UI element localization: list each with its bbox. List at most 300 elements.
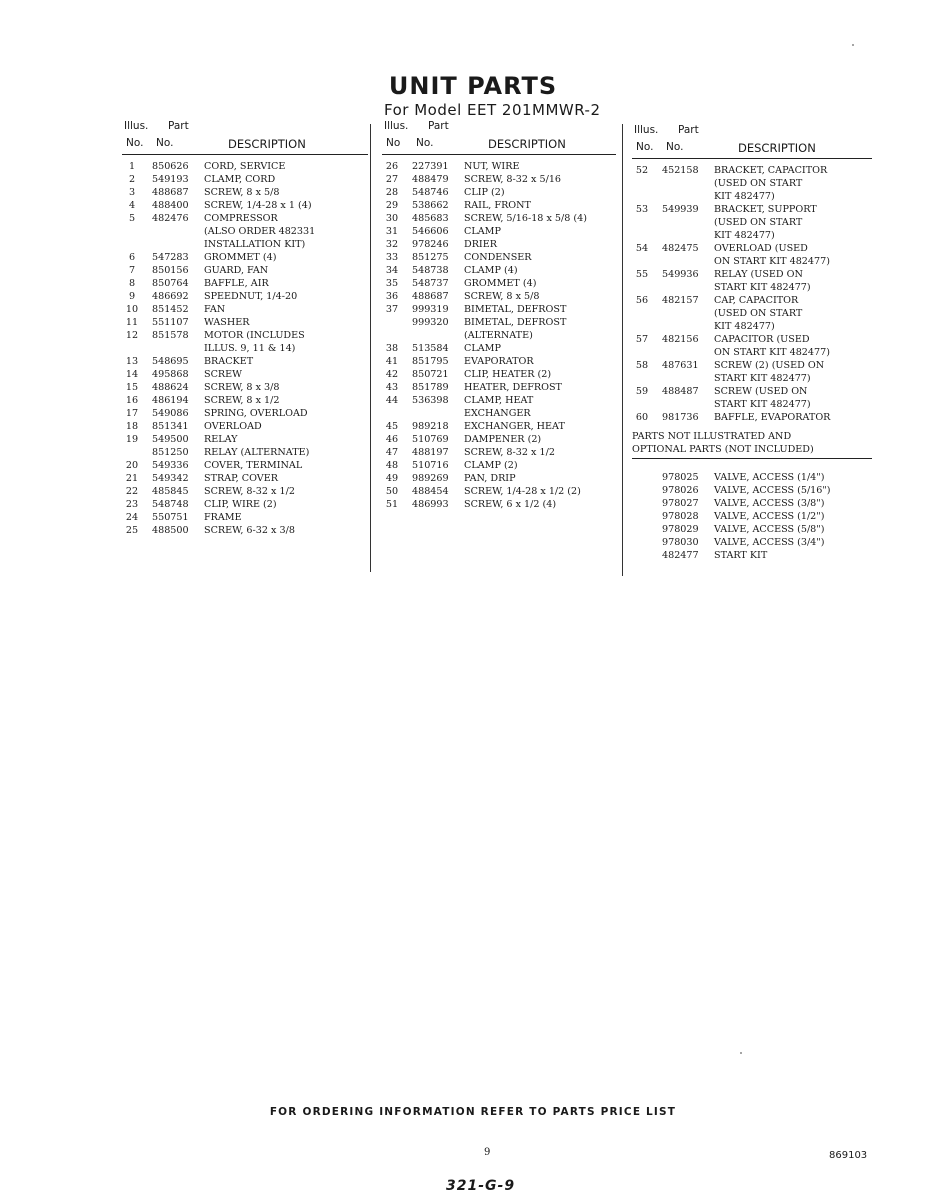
illus-number: 44 bbox=[385, 395, 399, 406]
part-row bbox=[632, 203, 872, 216]
part-row bbox=[382, 459, 616, 472]
part-description: RAIL, FRONT bbox=[464, 200, 531, 211]
part-number: 485683 bbox=[412, 213, 449, 224]
part-row bbox=[632, 549, 872, 562]
part-number: 482157 bbox=[662, 295, 699, 306]
illus-number: 42 bbox=[385, 369, 399, 380]
part-number: 851341 bbox=[152, 421, 189, 432]
part-number: 851578 bbox=[152, 330, 189, 341]
part-description: (USED ON START bbox=[714, 308, 803, 319]
part-description: VALVE, ACCESS (3/8") bbox=[714, 498, 825, 509]
part-row bbox=[382, 264, 616, 277]
illus-number: 43 bbox=[385, 382, 399, 393]
part-description: CLAMP, HEAT bbox=[464, 395, 534, 406]
part-number: 488487 bbox=[662, 386, 699, 397]
part-description: BIMETAL, DEFROST bbox=[464, 317, 567, 328]
illus-number: 47 bbox=[385, 447, 399, 458]
illus-number: 36 bbox=[385, 291, 399, 302]
part-description: CLAMP (4) bbox=[464, 265, 518, 276]
part-row bbox=[632, 242, 872, 255]
part-description: GROMMET (4) bbox=[204, 252, 277, 263]
part-number: 510769 bbox=[412, 434, 449, 445]
part-number: 488687 bbox=[412, 291, 449, 302]
part-row bbox=[632, 177, 872, 190]
part-description: START KIT 482477) bbox=[714, 373, 811, 384]
part-description: (USED ON START bbox=[714, 178, 803, 189]
illus-number: 23 bbox=[125, 499, 139, 510]
illus-number: 2 bbox=[128, 174, 136, 185]
part-row bbox=[632, 471, 872, 484]
part-row bbox=[632, 359, 872, 372]
part-description: SCREW, 8-32 x 1/2 bbox=[464, 447, 555, 458]
part-row bbox=[122, 264, 368, 277]
part-row bbox=[122, 459, 368, 472]
part-row bbox=[122, 316, 368, 329]
part-description: CLAMP bbox=[464, 343, 501, 354]
part-description: CLIP, WIRE (2) bbox=[204, 499, 277, 510]
part-description: ON START KIT 482477) bbox=[714, 256, 830, 267]
part-number: 488400 bbox=[152, 200, 189, 211]
part-row bbox=[122, 329, 368, 342]
header-no: No. bbox=[636, 141, 654, 153]
part-description: CLAMP (2) bbox=[464, 460, 518, 471]
part-row bbox=[382, 355, 616, 368]
part-row bbox=[382, 420, 616, 433]
part-row bbox=[382, 381, 616, 394]
part-description: OVERLOAD bbox=[204, 421, 262, 432]
part-number: 978030 bbox=[662, 537, 699, 548]
part-description: CAPACITOR (USED bbox=[714, 334, 810, 345]
part-row bbox=[632, 255, 872, 268]
part-description: HEATER, DEFROST bbox=[464, 382, 562, 393]
handwritten-stamp: 321-G-9 bbox=[446, 1178, 516, 1194]
illus-number: 29 bbox=[385, 200, 399, 211]
part-description: PAN, DRIP bbox=[464, 473, 516, 484]
part-description: VALVE, ACCESS (1/4") bbox=[714, 472, 825, 483]
part-row bbox=[632, 268, 872, 281]
illus-number: 53 bbox=[635, 204, 649, 215]
part-row bbox=[382, 199, 616, 212]
part-number: 546606 bbox=[412, 226, 449, 237]
illus-number: 33 bbox=[385, 252, 399, 263]
header-part-no: No. bbox=[416, 137, 434, 149]
part-description: SCREW, 8 x 5/8 bbox=[464, 291, 540, 302]
part-description: SCREW, 8-32 x 5/16 bbox=[464, 174, 562, 185]
illus-number: 35 bbox=[385, 278, 399, 289]
part-description: CLIP (2) bbox=[464, 187, 505, 198]
part-description: VALVE, ACCESS (3/4") bbox=[714, 537, 825, 548]
illus-number: 56 bbox=[635, 295, 649, 306]
part-number: 486993 bbox=[412, 499, 449, 510]
part-description: CLAMP bbox=[464, 226, 501, 237]
part-row bbox=[382, 186, 616, 199]
part-row bbox=[382, 225, 616, 238]
part-row bbox=[382, 498, 616, 511]
part-row bbox=[382, 212, 616, 225]
column-header bbox=[382, 120, 616, 155]
parts-column-3 bbox=[632, 124, 872, 562]
part-number: 978246 bbox=[412, 239, 449, 250]
part-row bbox=[122, 446, 368, 459]
header-part-no: No. bbox=[156, 137, 174, 149]
column-divider bbox=[370, 124, 371, 572]
part-row bbox=[632, 320, 872, 333]
part-number: 452158 bbox=[662, 165, 699, 176]
part-number: 851250 bbox=[152, 447, 189, 458]
part-row bbox=[382, 173, 616, 186]
part-number: 488454 bbox=[412, 486, 449, 497]
part-row bbox=[122, 212, 368, 225]
part-number: 548746 bbox=[412, 187, 449, 198]
illus-number: 12 bbox=[125, 330, 139, 341]
part-row bbox=[382, 446, 616, 459]
part-description: SCREW, 8-32 x 1/2 bbox=[204, 486, 295, 497]
illus-number: 57 bbox=[635, 334, 649, 345]
illus-number: 38 bbox=[385, 343, 399, 354]
document-number: 869103 bbox=[829, 1150, 868, 1161]
part-number: 978029 bbox=[662, 524, 699, 535]
part-row bbox=[382, 238, 616, 251]
part-number: 549342 bbox=[152, 473, 189, 484]
part-row bbox=[382, 251, 616, 264]
part-number: 513584 bbox=[412, 343, 449, 354]
illus-number: 27 bbox=[385, 174, 399, 185]
part-row bbox=[632, 372, 872, 385]
part-row bbox=[122, 472, 368, 485]
illus-number: 32 bbox=[385, 239, 399, 250]
part-row bbox=[122, 433, 368, 446]
part-description: GUARD, FAN bbox=[204, 265, 269, 276]
part-number: 978025 bbox=[662, 472, 699, 483]
part-row bbox=[632, 346, 872, 359]
illus-number: 46 bbox=[385, 434, 399, 445]
part-description: SCREW, 8 x 3/8 bbox=[204, 382, 280, 393]
ordering-info-footer: FOR ORDERING INFORMATION REFER TO PARTS PRICE LIST bbox=[269, 1106, 677, 1118]
parts-list bbox=[382, 160, 616, 511]
part-number: 549336 bbox=[152, 460, 189, 471]
part-description: GROMMET (4) bbox=[464, 278, 537, 289]
part-row bbox=[632, 398, 872, 411]
part-row bbox=[632, 307, 872, 320]
part-row bbox=[122, 485, 368, 498]
part-row bbox=[632, 536, 872, 549]
part-description: (USED ON START bbox=[714, 217, 803, 228]
part-description: CORD, SERVICE bbox=[204, 161, 286, 172]
part-number: 549193 bbox=[152, 174, 189, 185]
parts-list bbox=[632, 164, 872, 424]
part-row bbox=[632, 484, 872, 497]
part-description: SCREW, 8 x 5/8 bbox=[204, 187, 280, 198]
illus-number: 34 bbox=[385, 265, 399, 276]
part-row bbox=[122, 199, 368, 212]
part-row bbox=[122, 173, 368, 186]
part-row bbox=[382, 394, 616, 407]
part-description: RELAY (USED ON bbox=[714, 269, 803, 280]
header-part: Part bbox=[168, 120, 189, 132]
part-row bbox=[632, 411, 872, 424]
part-description: VALVE, ACCESS (5/16") bbox=[714, 485, 831, 496]
part-description: KIT 482477) bbox=[714, 191, 775, 202]
part-description: START KIT bbox=[714, 550, 768, 561]
illus-number: 1 bbox=[128, 161, 136, 172]
part-row bbox=[382, 407, 616, 420]
part-number: 549936 bbox=[662, 269, 699, 280]
part-row bbox=[632, 333, 872, 346]
part-row bbox=[122, 394, 368, 407]
illus-number: 25 bbox=[125, 525, 139, 536]
part-number: 851452 bbox=[152, 304, 189, 315]
part-description: (ALTERNATE) bbox=[464, 330, 533, 341]
part-description: BAFFLE, EVAPORATOR bbox=[714, 412, 831, 423]
part-number: 488479 bbox=[412, 174, 449, 185]
illus-number: 20 bbox=[125, 460, 139, 471]
part-row bbox=[632, 164, 872, 177]
part-description: WASHER bbox=[204, 317, 250, 328]
illus-number: 7 bbox=[128, 265, 136, 276]
part-description: EXCHANGER, HEAT bbox=[464, 421, 565, 432]
part-number: 486194 bbox=[152, 395, 189, 406]
part-row bbox=[632, 523, 872, 536]
parts-column-2 bbox=[382, 120, 616, 511]
scan-speck bbox=[740, 1052, 742, 1054]
header-description: DESCRIPTION bbox=[488, 137, 566, 151]
header-description: DESCRIPTION bbox=[738, 141, 816, 155]
part-description: BRACKET bbox=[204, 356, 254, 367]
part-number: 549939 bbox=[662, 204, 699, 215]
part-description: KIT 482477) bbox=[714, 230, 775, 241]
illus-number: 17 bbox=[125, 408, 139, 419]
part-description: SCREW, 5/16-18 x 5/8 (4) bbox=[464, 213, 588, 224]
part-row bbox=[632, 229, 872, 242]
part-row bbox=[122, 368, 368, 381]
part-number: 486692 bbox=[152, 291, 189, 302]
part-description: INSTALLATION KIT) bbox=[204, 239, 306, 250]
part-number: 978028 bbox=[662, 511, 699, 522]
illus-number: 28 bbox=[385, 187, 399, 198]
part-description: SCREW (2) (USED ON bbox=[714, 360, 825, 371]
part-description: SCREW, 1/4-28 x 1/2 (2) bbox=[464, 486, 581, 497]
part-description: START KIT 482477) bbox=[714, 399, 811, 410]
part-description: START KIT 482477) bbox=[714, 282, 811, 293]
illus-number: 10 bbox=[125, 304, 139, 315]
part-row bbox=[122, 342, 368, 355]
part-number: 851275 bbox=[412, 252, 449, 263]
part-row bbox=[382, 303, 616, 316]
part-description: VALVE, ACCESS (1/2") bbox=[714, 511, 825, 522]
page-title: UNIT PARTS bbox=[388, 72, 558, 100]
part-description: SCREW, 6 x 1/2 (4) bbox=[464, 499, 557, 510]
part-row bbox=[382, 316, 616, 329]
part-description: COVER, TERMINAL bbox=[204, 460, 303, 471]
header-illus: Illus. bbox=[384, 120, 409, 132]
part-number: 495868 bbox=[152, 369, 189, 380]
part-row bbox=[122, 238, 368, 251]
part-row bbox=[632, 216, 872, 229]
part-row bbox=[382, 290, 616, 303]
part-number: 547283 bbox=[152, 252, 189, 263]
part-description: SCREW, 8 x 1/2 bbox=[204, 395, 280, 406]
illus-number: 58 bbox=[635, 360, 649, 371]
header-no: No. bbox=[126, 137, 144, 149]
parts-column-1 bbox=[122, 120, 368, 537]
part-row bbox=[382, 160, 616, 173]
part-number: 999319 bbox=[412, 304, 449, 315]
note-line: OPTIONAL PARTS (NOT INCLUDED) bbox=[632, 444, 814, 455]
illus-number: 31 bbox=[385, 226, 399, 237]
part-number: 981736 bbox=[662, 412, 699, 423]
header-description: DESCRIPTION bbox=[228, 137, 306, 151]
illus-number: 26 bbox=[385, 161, 399, 172]
part-description: OVERLOAD (USED bbox=[714, 243, 808, 254]
illus-number: 51 bbox=[385, 499, 399, 510]
illus-number: 24 bbox=[125, 512, 139, 523]
part-number: 227391 bbox=[412, 161, 449, 172]
part-description: ON START KIT 482477) bbox=[714, 347, 830, 358]
header-no: No bbox=[386, 137, 401, 149]
part-number: 978027 bbox=[662, 498, 699, 509]
illus-number: 37 bbox=[385, 304, 399, 315]
part-description: VALVE, ACCESS (5/8") bbox=[714, 524, 825, 535]
illus-number: 5 bbox=[128, 213, 136, 224]
part-number: 850156 bbox=[152, 265, 189, 276]
part-row bbox=[122, 381, 368, 394]
part-number: 989269 bbox=[412, 473, 449, 484]
part-number: 510716 bbox=[412, 460, 449, 471]
part-row bbox=[122, 186, 368, 199]
part-row bbox=[382, 368, 616, 381]
part-number: 482476 bbox=[152, 213, 189, 224]
page-number: 9 bbox=[484, 1147, 491, 1158]
illus-number: 52 bbox=[635, 165, 649, 176]
illus-number: 54 bbox=[635, 243, 649, 254]
part-row bbox=[632, 510, 872, 523]
illus-number: 41 bbox=[385, 356, 399, 367]
part-row bbox=[632, 281, 872, 294]
part-row bbox=[382, 472, 616, 485]
part-row bbox=[122, 290, 368, 303]
part-number: 989218 bbox=[412, 421, 449, 432]
part-number: 548748 bbox=[152, 499, 189, 510]
part-number: 488624 bbox=[152, 382, 189, 393]
illus-number: 15 bbox=[125, 382, 139, 393]
part-number: 550751 bbox=[152, 512, 189, 523]
illus-number: 16 bbox=[125, 395, 139, 406]
illus-number: 21 bbox=[125, 473, 139, 484]
part-description: BRACKET, CAPACITOR bbox=[714, 165, 828, 176]
header-illus: Illus. bbox=[634, 124, 659, 136]
header-part: Part bbox=[428, 120, 449, 132]
part-number: 488687 bbox=[152, 187, 189, 198]
part-row bbox=[382, 485, 616, 498]
part-row bbox=[632, 497, 872, 510]
illus-number: 8 bbox=[128, 278, 136, 289]
illus-number: 48 bbox=[385, 460, 399, 471]
illus-number: 19 bbox=[125, 434, 139, 445]
part-number: 488500 bbox=[152, 525, 189, 536]
part-number: 551107 bbox=[152, 317, 189, 328]
illus-number: 49 bbox=[385, 473, 399, 484]
model-subtitle: For Model EET 201MMWR-2 bbox=[384, 101, 601, 119]
part-number: 850764 bbox=[152, 278, 189, 289]
part-description: EXCHANGER bbox=[464, 408, 531, 419]
part-number: 850626 bbox=[152, 161, 189, 172]
part-row bbox=[122, 407, 368, 420]
part-number: 978026 bbox=[662, 485, 699, 496]
header-part: Part bbox=[678, 124, 699, 136]
illus-number: 50 bbox=[385, 486, 399, 497]
part-description: COMPRESSOR bbox=[204, 213, 278, 224]
part-row bbox=[122, 511, 368, 524]
illus-number: 4 bbox=[128, 200, 136, 211]
part-description: SCREW, 6-32 x 3/8 bbox=[204, 525, 295, 536]
part-number: 548695 bbox=[152, 356, 189, 367]
illus-number: 6 bbox=[128, 252, 136, 263]
part-row bbox=[382, 277, 616, 290]
part-number: 548737 bbox=[412, 278, 449, 289]
part-description: SCREW, 1/4-28 x 1 (4) bbox=[204, 200, 312, 211]
part-row bbox=[122, 303, 368, 316]
part-number: 851795 bbox=[412, 356, 449, 367]
illus-number: 3 bbox=[128, 187, 136, 198]
illus-number: 11 bbox=[125, 317, 139, 328]
part-description: SPRING, OVERLOAD bbox=[204, 408, 308, 419]
part-row bbox=[632, 190, 872, 203]
part-number: 549500 bbox=[152, 434, 189, 445]
column-header bbox=[632, 124, 872, 159]
part-number: 488197 bbox=[412, 447, 449, 458]
part-description: NUT, WIRE bbox=[464, 161, 520, 172]
part-description: CAP, CAPACITOR bbox=[714, 295, 799, 306]
part-row bbox=[122, 355, 368, 368]
header-illus: Illus. bbox=[124, 120, 149, 132]
part-number: 482475 bbox=[662, 243, 699, 254]
illus-number: 22 bbox=[125, 486, 139, 497]
illus-number: 55 bbox=[635, 269, 649, 280]
part-description: RELAY bbox=[204, 434, 238, 445]
part-row bbox=[122, 524, 368, 537]
part-row bbox=[122, 420, 368, 433]
scan-speck bbox=[852, 44, 854, 46]
part-number: 850721 bbox=[412, 369, 449, 380]
part-description: BAFFLE, AIR bbox=[204, 278, 269, 289]
part-description: KIT 482477) bbox=[714, 321, 775, 332]
illus-number: 9 bbox=[128, 291, 136, 302]
part-description: CLIP, HEATER (2) bbox=[464, 369, 552, 380]
part-description: SPEEDNUT, 1/4-20 bbox=[204, 291, 298, 302]
optional-parts-note bbox=[632, 430, 872, 459]
part-description: STRAP, COVER bbox=[204, 473, 278, 484]
parts-list bbox=[122, 160, 368, 537]
optional-parts-list bbox=[632, 471, 872, 562]
part-description: DRIER bbox=[464, 239, 497, 250]
note-line: PARTS NOT ILLUSTRATED AND bbox=[632, 431, 792, 442]
illus-number: 45 bbox=[385, 421, 399, 432]
part-row bbox=[382, 433, 616, 446]
part-description: SCREW (USED ON bbox=[714, 386, 808, 397]
part-number: 482477 bbox=[662, 550, 699, 561]
part-row bbox=[122, 277, 368, 290]
part-number: 487631 bbox=[662, 360, 699, 371]
illus-number: 59 bbox=[635, 386, 649, 397]
part-description: FRAME bbox=[204, 512, 242, 523]
part-row bbox=[122, 160, 368, 173]
part-description: MOTOR (INCLUDES bbox=[204, 330, 305, 341]
part-description: CONDENSER bbox=[464, 252, 532, 263]
illus-number: 18 bbox=[125, 421, 139, 432]
illus-number: 14 bbox=[125, 369, 139, 380]
part-description: BIMETAL, DEFROST bbox=[464, 304, 567, 315]
part-description: BRACKET, SUPPORT bbox=[714, 204, 817, 215]
